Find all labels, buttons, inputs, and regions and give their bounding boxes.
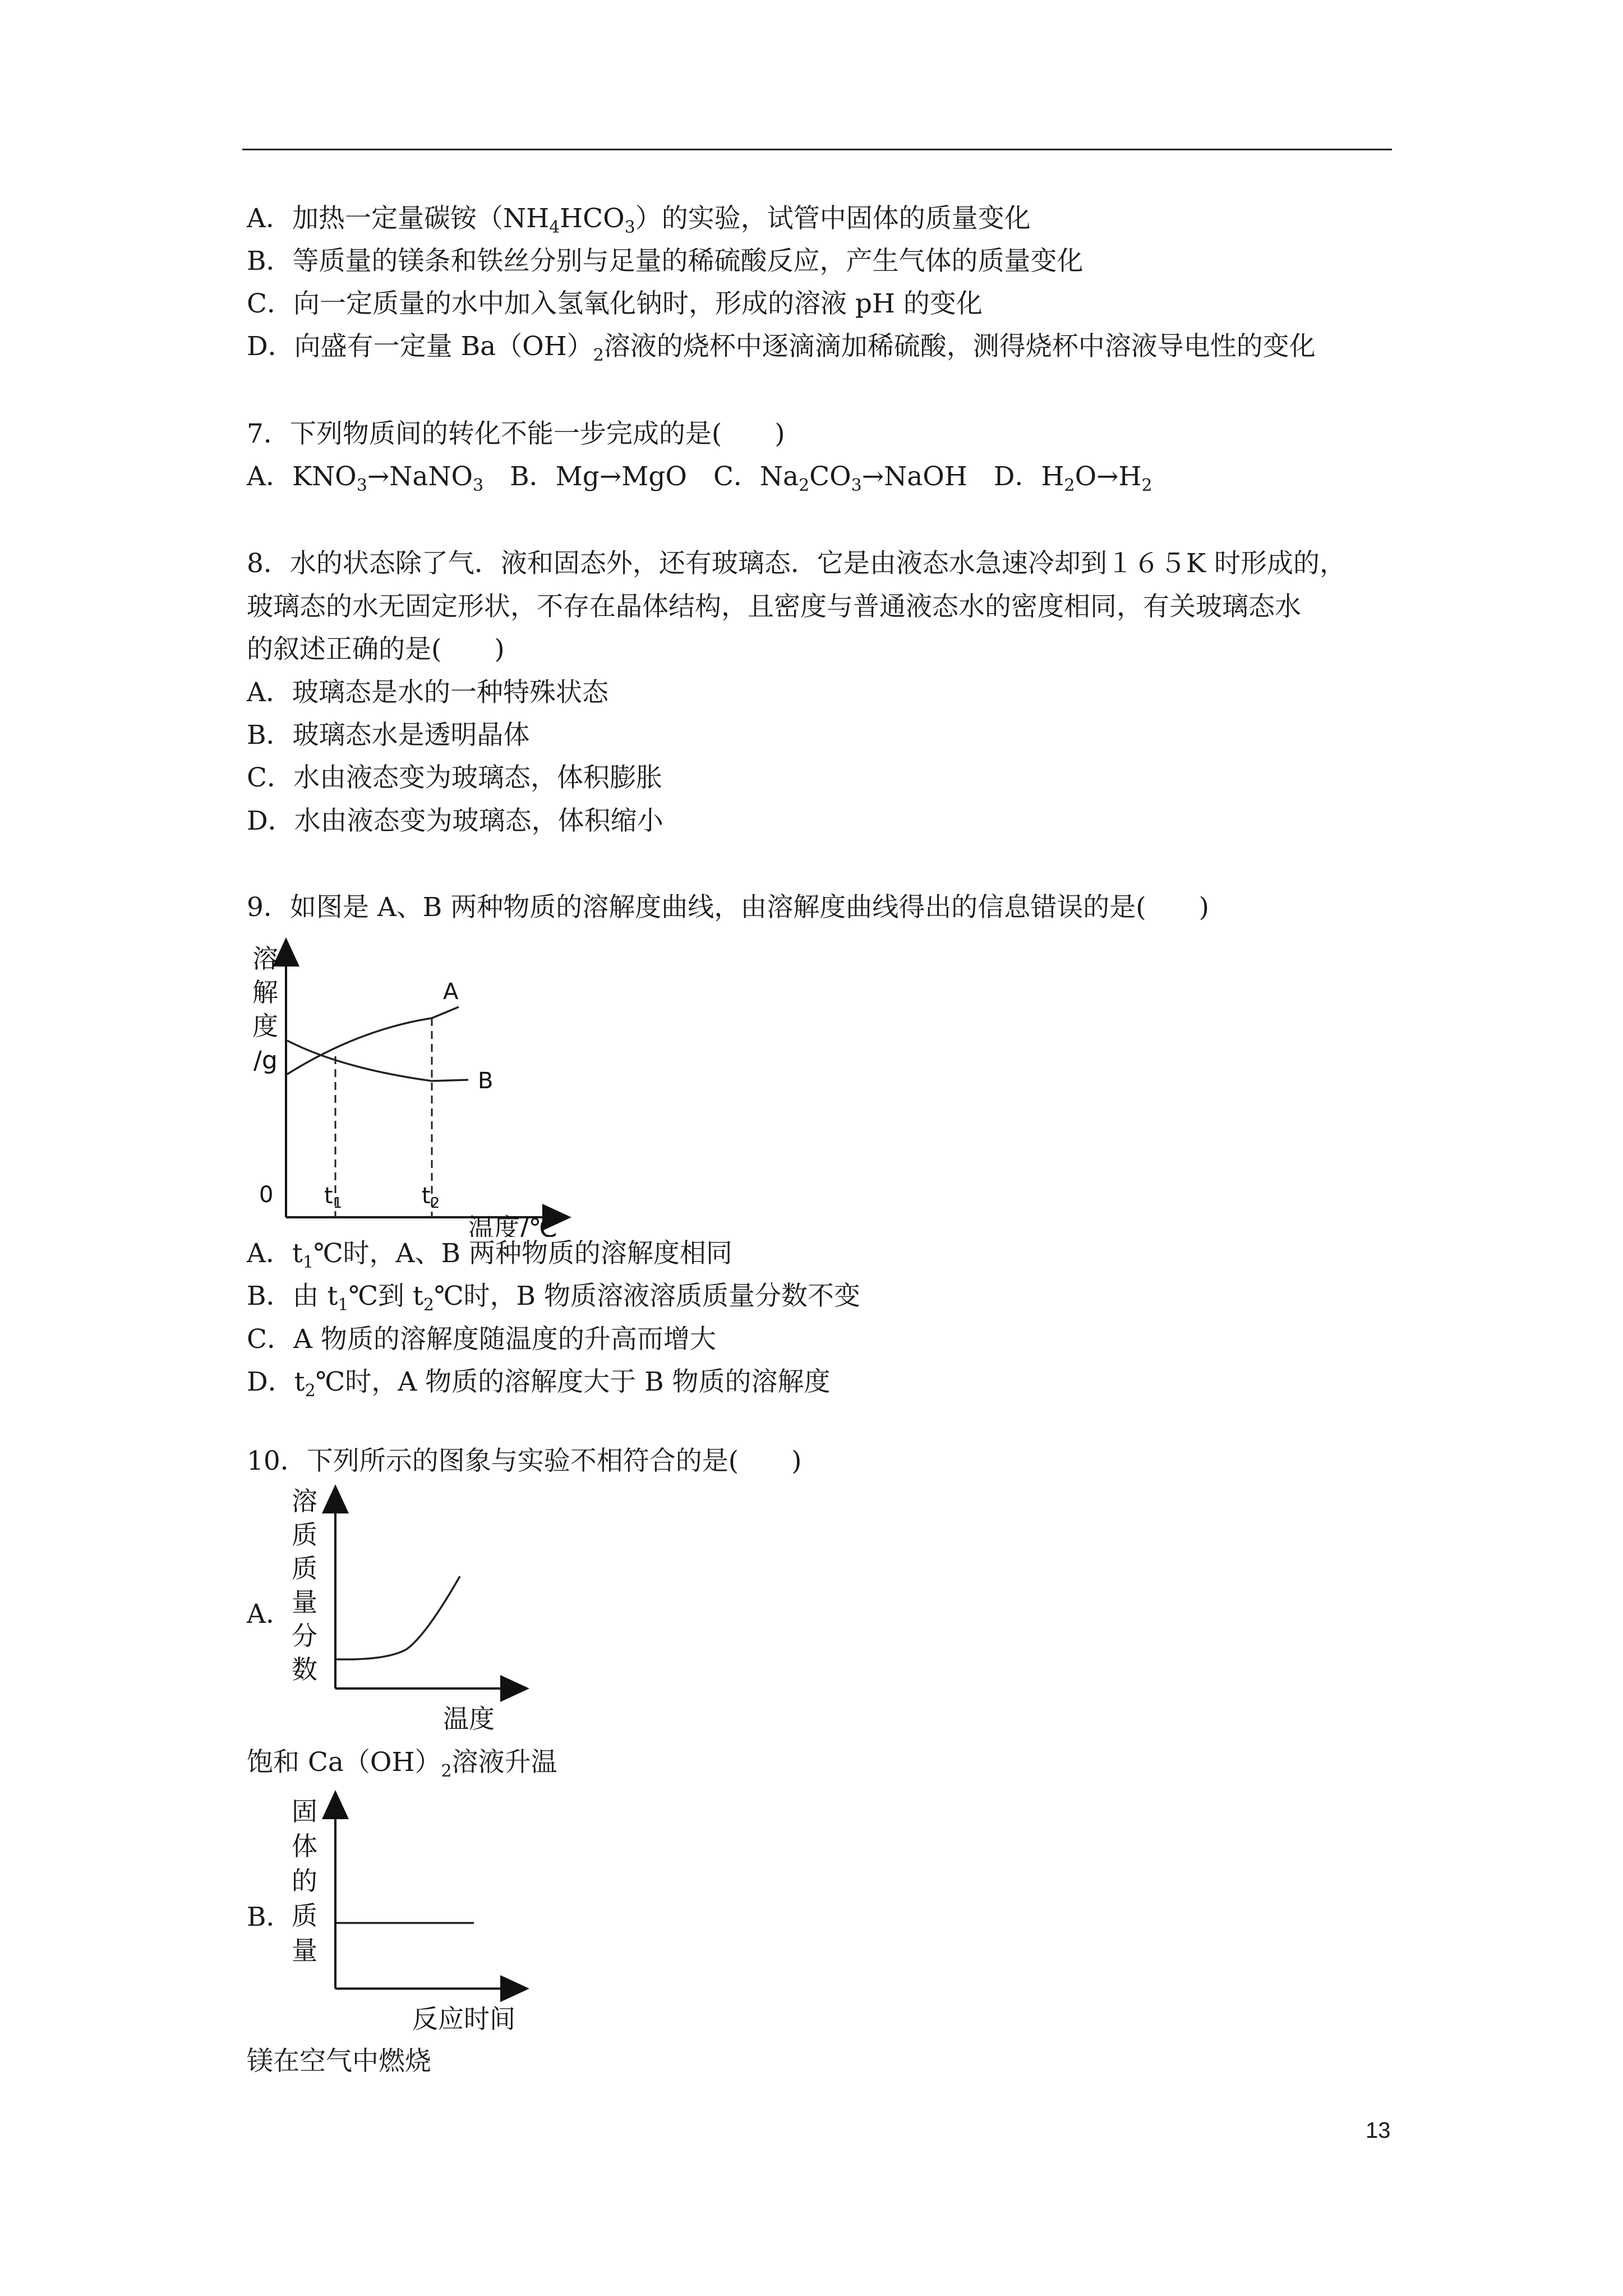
q10a-ylabel-char: 质 [292, 1520, 317, 1550]
q8-stem-line1: 8．水的状态除了气．液和固态外，还有玻璃态．它是由液态水急速冷却到１６５K 时形成的， [247, 548, 1346, 579]
q9-option-d: D．$t_2℃$时，A 物质的溶解度大于 B 物质的溶解度 [247, 1366, 831, 1401]
q9-ylabel-char: 溶 [252, 944, 278, 974]
header-rule [242, 149, 1392, 150]
q8-stem-line2: 玻璃态的水无固定形状，不存在晶体结构，且密度与普通液态水的密度相同，有关玻璃态水 [247, 591, 1301, 622]
q6-option-a: A．加热一定量碳铵$(NH_4HCO_3)$的实验，试管中固体的质量变化 [247, 203, 1031, 237]
q10-fig-a-label: A． [247, 1599, 292, 1630]
q10a-ylabel-char: 分 [292, 1621, 317, 1651]
q9-option-a: A．$t_1℃$时，A、B 两种物质的溶解度相同 [247, 1238, 732, 1272]
q9-stem: 9．如图是 A、B 两种物质的溶解度曲线，由溶解度曲线得出的信息错误的是( ) [247, 892, 1209, 923]
q8-option-c: C．水由液态变为玻璃态，体积膨胀 [247, 762, 662, 793]
q6-option-b: B．等质量的镁条和铁丝分别与足量的稀硫酸反应，产生气体的质量变化 [247, 246, 1083, 277]
q9-ylabel-char: 解 [252, 977, 278, 1007]
q8-option-a: A．玻璃态是水的一种特殊状态 [247, 677, 608, 708]
q10b-ylabel-char: 的 [292, 1866, 317, 1896]
q9-curve-a-label: A [443, 979, 459, 1005]
q9-curve-b [287, 1041, 468, 1081]
q10-fig-b-caption: 镁在空气中燃烧 [247, 2046, 431, 2077]
q10b-ylabel-char: 质 [292, 1901, 317, 1931]
q10a-ylabel-char: 量 [292, 1587, 317, 1617]
q9-curve-b-label: B [478, 1068, 494, 1094]
q9-ylabel-char: /g [253, 1046, 278, 1075]
q6-option-c: C．向一定质量的水中加入氢氧化钠时，形成的溶液 pH 的变化 [247, 288, 983, 319]
q7-stem: 7．下列物质间的转化不能一步完成的是( ) [247, 418, 785, 449]
q10-fig-a-caption: 饱和 $Ca(OH)_2$溶液升温 [247, 1747, 557, 1781]
q10-figure-b [286, 1787, 544, 2050]
q8-option-b: B．玻璃态水是透明晶体 [247, 720, 530, 751]
q8-option-d: D．水由液态变为玻璃态，体积缩小 [247, 806, 663, 836]
q10-fig-b-label: B． [247, 1902, 293, 1932]
q9-t2-label: $t_2$ [422, 1183, 440, 1212]
q9-ylabel-char: 度 [252, 1011, 278, 1041]
q10a-x-axis-label: 温度 [443, 1704, 495, 1734]
q10a-ylabel-char: 溶 [292, 1486, 317, 1516]
q9-origin-label: 0 [259, 1182, 274, 1208]
q10-figure-a [286, 1481, 544, 1745]
q9-x-axis-label: 温度/℃ [468, 1213, 558, 1237]
q9-option-b: B．由 $t_1℃$到 $t_2℃$时，B 物质溶液溶质质量分数不变 [247, 1281, 861, 1315]
q9-t1-label: $t_1$ [324, 1183, 343, 1212]
q10a-curve [336, 1576, 460, 1659]
q9-option-c: C．A 物质的溶解度随温度的升高而增大 [247, 1324, 716, 1355]
q6-option-d: D．向盛有一定量 $Ba(OH)_2$溶液的烧杯中逐滴滴加稀硫酸，测得烧杯中溶液导电性的变化 [247, 331, 1316, 365]
q9-solubility-figure [247, 934, 583, 1237]
q10a-ylabel-char: 数 [292, 1654, 317, 1685]
q10b-x-axis-label: 反应时间 [412, 2004, 515, 2034]
q10a-ylabel-char: 质 [292, 1553, 317, 1584]
page-number: 13 [1366, 2118, 1391, 2143]
q7-options: A．$KNO_3\to NaNO_3$ B．Mg→MgO C．$Na_2CO_3\to NaOH$ D．$H_2O\to H_2$ [247, 461, 1152, 495]
q10b-ylabel-char: 体 [292, 1831, 317, 1861]
q9-curve-a [287, 1007, 459, 1074]
q10b-ylabel-char: 量 [292, 1935, 317, 1966]
q10-stem: 10．下列所示的图象与实验不相符合的是( ) [247, 1446, 802, 1476]
q10b-ylabel-char: 固 [292, 1796, 317, 1826]
q8-stem-line3: 的叙述正确的是( ) [247, 634, 505, 665]
